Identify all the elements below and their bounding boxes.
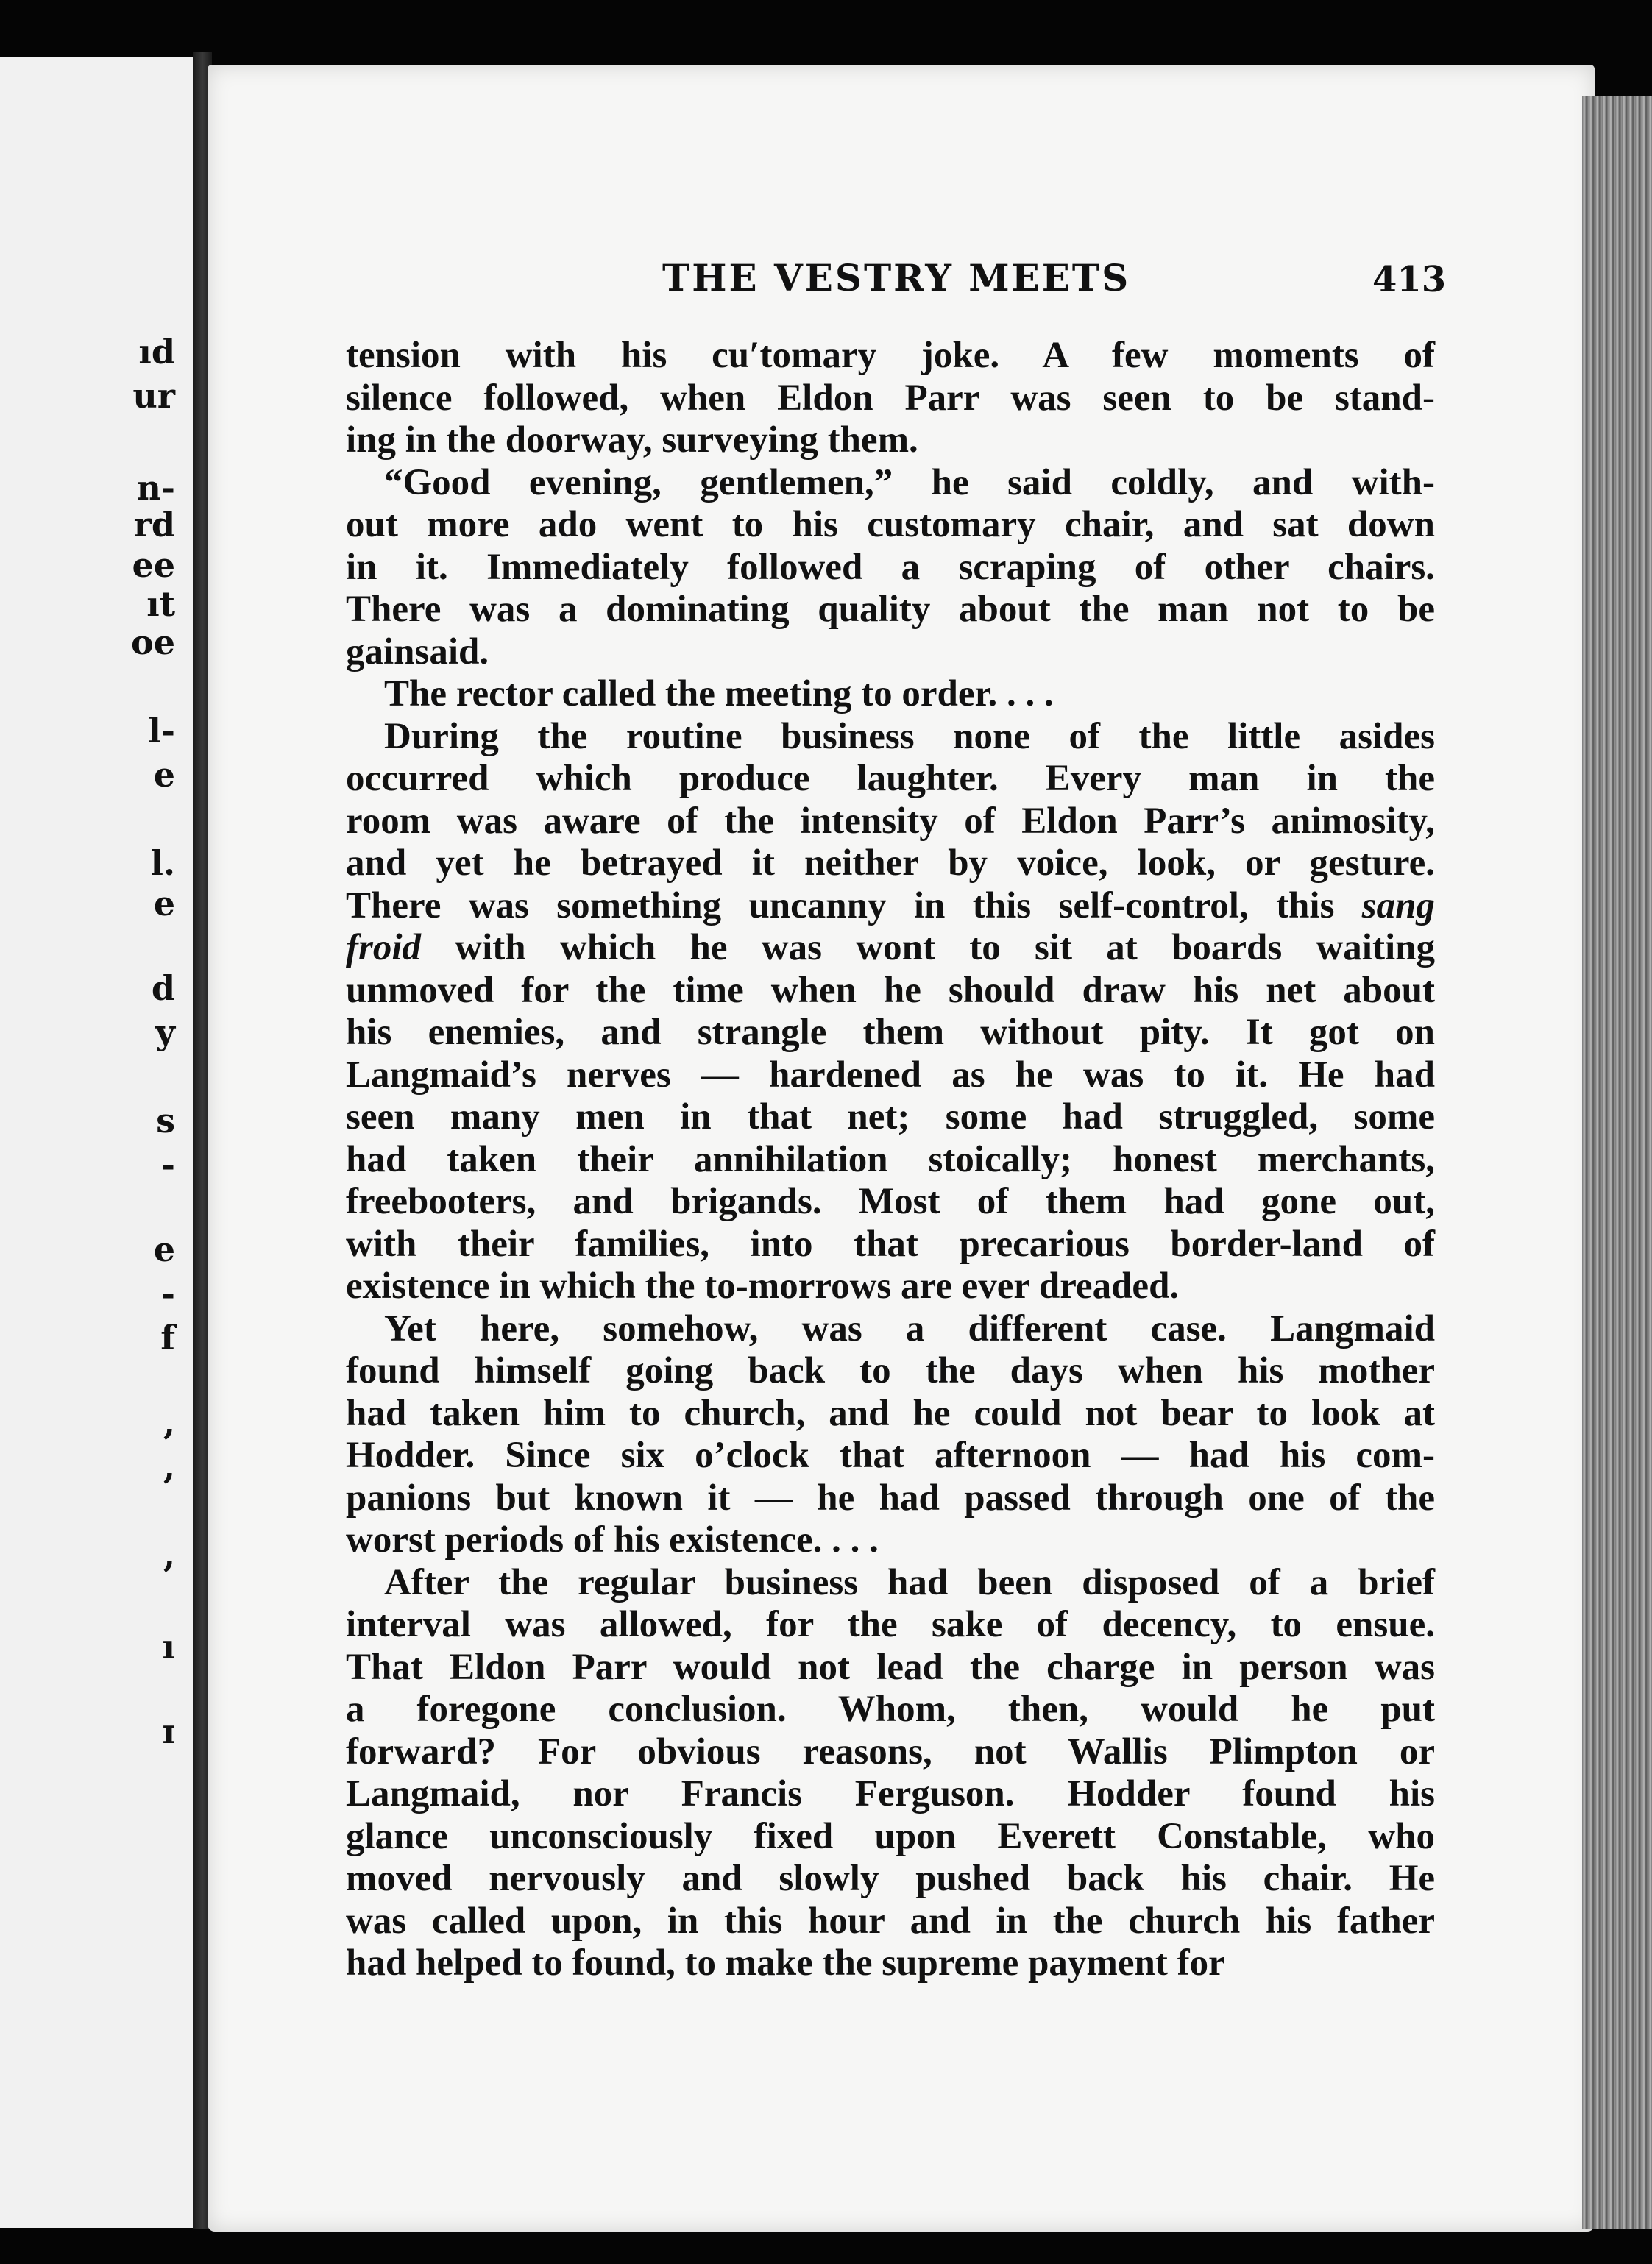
left-page-fragment: e	[153, 1229, 175, 1269]
text-line: froid with which he was wont to sit at boards waiting	[346, 927, 1435, 968]
left-page-fragment: n-	[136, 468, 175, 508]
left-page-fragment: ,	[163, 1447, 175, 1486]
text-line: moved nervously and slowly pushed back his chair. He	[346, 1858, 1435, 1899]
page-stack-edge	[1582, 96, 1652, 2229]
paragraph	[346, 335, 1435, 462]
text-line: gainsaid.	[346, 631, 489, 673]
left-page-fragment: ıd	[138, 332, 175, 372]
left-page-fragment: ee	[132, 545, 175, 585]
left-page-fragment: ,	[163, 1535, 175, 1575]
text-line: That Eldon Parr would not lead the charge in person was	[346, 1646, 1435, 1688]
text-line: occurred which produce laughter. Every man in the	[346, 758, 1435, 799]
left-page-fragment: -	[160, 1274, 175, 1313]
paragraph	[346, 1562, 1435, 1985]
left-page-fragment: d	[151, 968, 175, 1008]
left-page-fragment: f	[160, 1318, 175, 1358]
text-line: had taken their annihilation stoically; honest merchants,	[346, 1138, 1435, 1180]
left-page-fragment: ɪ	[162, 1711, 175, 1751]
text-line: found himself going back to the days when his mother	[346, 1350, 1435, 1391]
text-line: tension with his cu′tomary joke. A few moments of	[346, 335, 1435, 376]
left-page-fragment: -	[160, 1145, 175, 1185]
left-page-fragment: l.	[150, 843, 175, 883]
text-line: During the routine business none of the little asides	[384, 715, 1435, 757]
text-line: There was something uncanny in this self-control, this sang	[346, 884, 1435, 926]
text-line: unmoved for the time when he should draw his net about	[346, 969, 1435, 1011]
text-line: “Good evening, gentlemen,” he said coldly, and with-	[384, 461, 1435, 503]
text-line: Langmaid’s nerves — hardened as he was to it. He had	[346, 1054, 1435, 1096]
previous-page-edge	[0, 57, 195, 2228]
left-page-fragment: e	[153, 884, 175, 923]
left-page-fragment: l-	[148, 711, 175, 750]
left-page-fragment: y	[155, 1012, 175, 1052]
paragraph	[346, 1308, 1435, 1562]
text-line: and yet he betrayed it neither by voice, look, or gesture.	[346, 842, 1435, 884]
text-line: silence followed, when Eldon Parr was seen to be stand-	[346, 377, 1435, 419]
text-line: with their families, into that precarious border-land of	[346, 1223, 1435, 1265]
text-line: interval was allowed, for the sake of decency, to ensue.	[346, 1604, 1435, 1645]
text-line: forward? For obvious reasons, not Wallis Plimpton or	[346, 1731, 1435, 1772]
left-page-fragment: e	[153, 755, 175, 795]
body-text	[346, 335, 1435, 1985]
text-line: panions but known it — he had passed through one of the	[346, 1477, 1435, 1519]
text-line: ing in the doorway, surveying them.	[346, 419, 918, 461]
text-line: Langmaid, nor Francis Ferguson. Hodder found his	[346, 1773, 1435, 1814]
text-line: room was aware of the intensity of Eldon Parr’s animosity,	[346, 800, 1435, 842]
paragraph	[346, 716, 1435, 1308]
left-page-fragment: s	[156, 1101, 175, 1140]
left-page-fragment: rd	[133, 505, 175, 544]
text-line: had helped to found, to make the supreme payment for	[346, 1942, 1225, 1984]
text-line: glance unconsciously fixed upon Everett Constable, who	[346, 1815, 1435, 1857]
text-line: worst periods of his existence. . . .	[346, 1519, 879, 1561]
text-line: Yet here, somehow, was a different case. Langmaid	[384, 1307, 1435, 1349]
text-line: After the regular business had been disposed of a brief	[384, 1561, 1435, 1603]
text-line: a foregone conclusion. Whom, then, would he put	[346, 1689, 1435, 1730]
page-number: 413	[1372, 259, 1447, 300]
text-line: The rector called the meeting to order. . . .	[384, 673, 1054, 714]
left-page-fragment: ıt	[146, 584, 175, 624]
left-page-fragment: ur	[132, 376, 175, 416]
text-line: had taken him to church, and he could not bear to look at	[346, 1392, 1435, 1434]
left-page-fragment: oe	[131, 622, 175, 662]
text-line: in it. Immediately followed a scraping of other chairs.	[346, 546, 1435, 588]
text-line: Hodder. Since six o’clock that afternoon — had his com-	[346, 1435, 1435, 1476]
text-line: out more ado went to his customary chair, and sat down	[346, 504, 1435, 545]
left-page-fragment: ,	[163, 1402, 175, 1442]
text-line: seen many men in that net; some had struggled, some	[346, 1096, 1435, 1138]
running-head: THE VESTRY MEETS	[662, 256, 1131, 299]
text-line: freebooters, and brigands. Most of them had gone out,	[346, 1181, 1435, 1222]
paragraph	[346, 673, 1435, 716]
paragraph	[346, 462, 1435, 674]
text-line: his enemies, and strangle them without pity. It got on	[346, 1012, 1435, 1053]
text-line: There was a dominating quality about the man not to be	[346, 589, 1435, 630]
text-line: existence in which the to-morrows are ever dreaded.	[346, 1266, 1180, 1307]
left-page-fragment: ı	[162, 1627, 175, 1667]
text-line: was called upon, in this hour and in the church his father	[346, 1900, 1435, 1942]
